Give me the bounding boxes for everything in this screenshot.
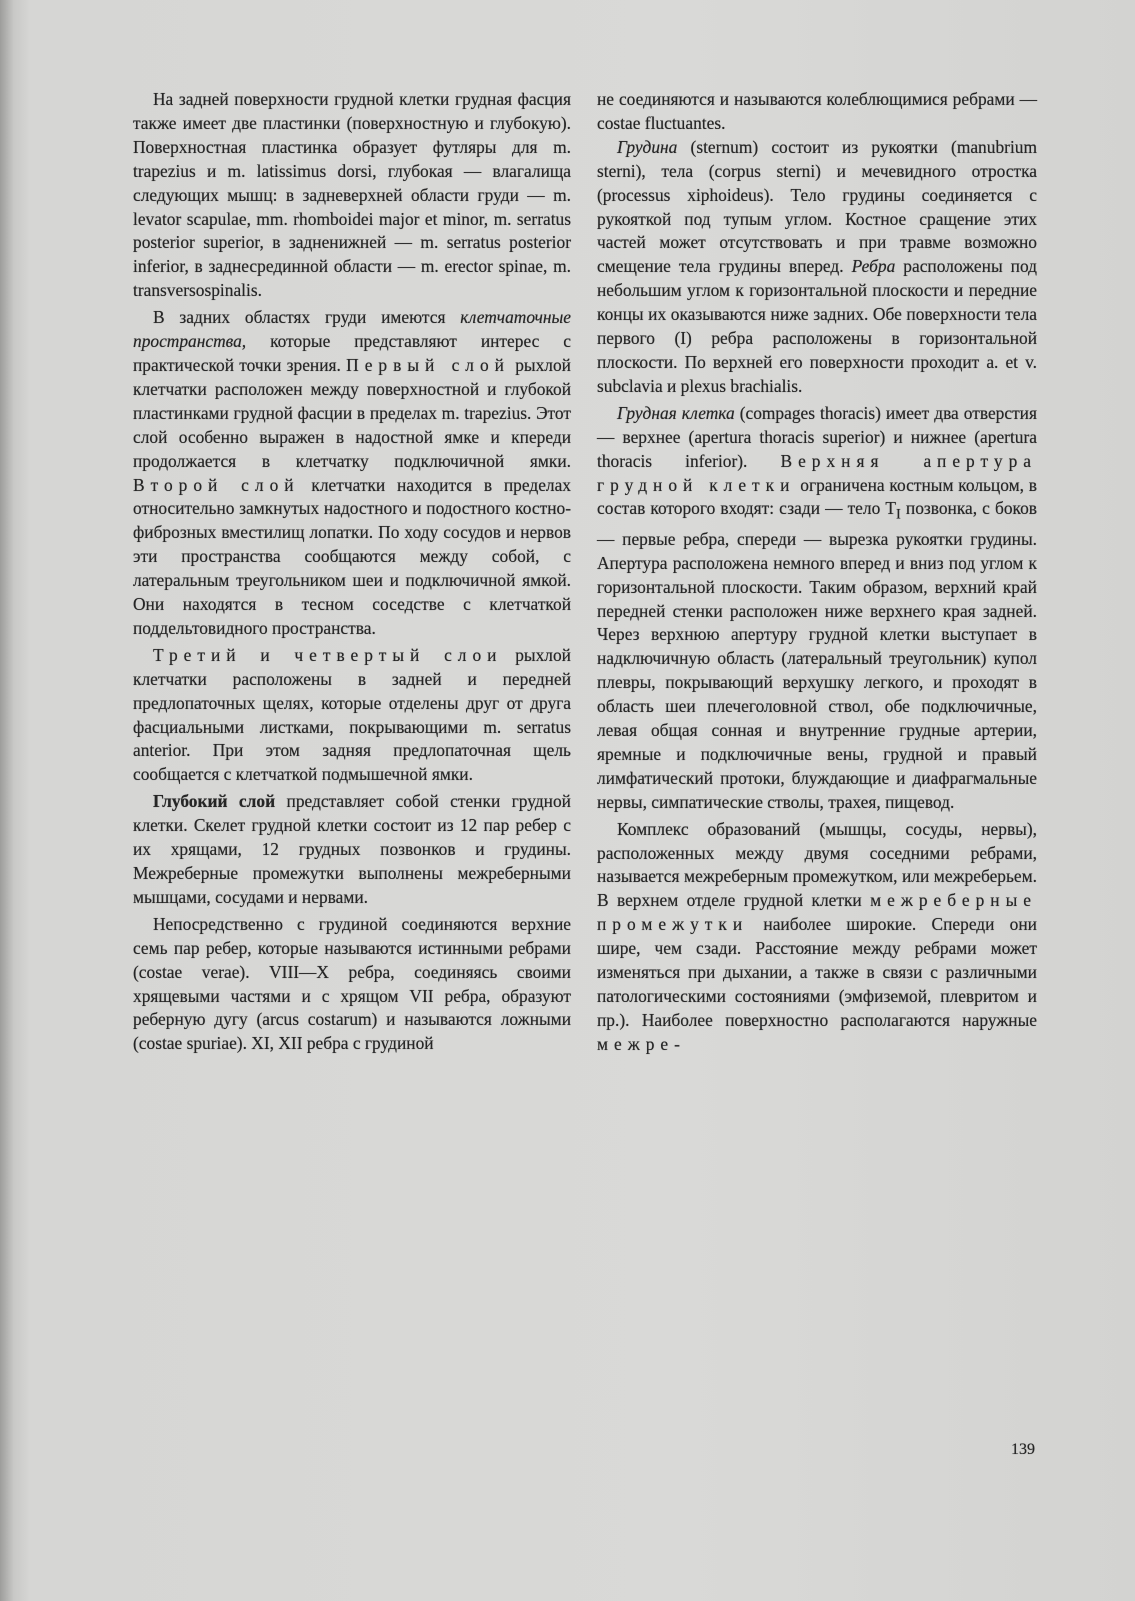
paragraph-floating-ribs: не соединяются и называются колеблющимися ребрами — costae fluctuantes. bbox=[597, 89, 1037, 133]
bold-term: Глубокий слой bbox=[153, 791, 276, 812]
left-text-column bbox=[133, 88, 571, 1056]
text-run: (sternum) состоит из рукоятки (manubrium sterni), тела (corpus sterni) и мечевидного отростка (processus xiphoideus). Тело грудины соединяется с рукояткой под тупым углом. Костное сращение этих частей может отсутствовать и при травме возможно смещение тела грудины вперед. bbox=[597, 136, 1037, 277]
text-run: (compages thoracis) имеет два отверстия — верхнее (apertura thoracis superior) и нижнее (apertura thoracis inferior). bbox=[597, 402, 1037, 471]
text-run: рыхлой клетчатки расположены в задней и передней предлопаточных щелях, которые отделены друг от друга фасциальными листками, покрывающими m. serratus anterior. При этом задняя предлопаточная щель сообщается с клетчаткой подмышечной ямки. bbox=[133, 644, 571, 785]
spaced-term: межре- bbox=[597, 1033, 686, 1054]
text-run: расположены под небольшим углом к горизонтальной плоскости и передние концы их оказываются ниже задних. Обе поверхности тела первого (I) ребра расположены в горизонтальной плоскости. По верхней его поверхности проходит a. et v. subclavia и plexus brachialis. bbox=[597, 256, 1037, 396]
paragraph-thorax bbox=[597, 402, 1037, 815]
right-text-column bbox=[597, 88, 1037, 1057]
text-run: которые представляют интерес с практической точки зрения. bbox=[133, 331, 571, 375]
paragraph-fascia: На задней поверхности грудной клетки грудная фасция также имеет две пластинки (поверхностную и глубокую). Поверхностная пластинка образует футляры для m. trapezius и m. latissimus dorsi, глубокая — влагалища следующих мышц: в задневерхней области груди — m. levator scapulae, mm. rhomboidei major et minor, m. serratus posterior superior, в задненижней — m. serratus posterior inferior, в заднесрединной области — m. erector spinae, m. transversospinalis. bbox=[133, 89, 571, 301]
paragraph-sternum bbox=[597, 136, 1037, 399]
italic-term: Ребра bbox=[851, 256, 896, 277]
text-run: В задних областях груди имеются bbox=[153, 307, 461, 328]
text-run: ограничена костным кольцом, в состав которого входят: сзади — тело T bbox=[597, 474, 1038, 519]
spaced-term: Третий и четвертый слои bbox=[153, 644, 503, 665]
spaced-term: Верхняя апертура грудной клетки bbox=[597, 450, 1038, 495]
text-run: рыхлой клетчатки расположен между поверхностной и глубокой пластинками грудной фасции в пределах m. trapezius. Этот слой особенно выражен в надостной ямке и кпереди продолжается в клетчатку подключичной ямки. bbox=[133, 354, 571, 471]
paragraph-intercostal bbox=[597, 818, 1037, 1057]
spaced-term: Второй слой bbox=[133, 474, 300, 495]
subscript: I bbox=[895, 506, 901, 523]
text-run: представляет собой стенки грудной клетки. Скелет грудной клетки состоит из 12 пар ребер с их хрящами, 12 грудных позвонков и грудины. Межреберные промежутки выполнены межреберными мышцами, сосудами и нервами. bbox=[133, 791, 571, 907]
paragraph-cellular-spaces bbox=[133, 306, 571, 641]
text-run: наиболее широкие. Спереди они шире, чем сзади. Расстояние между ребрами может изменяться при дыхании, а также в связи с различными патологическими состояниями (эмфиземой, плевритом и пр.). Наиболее поверхностно располагаются наружные bbox=[597, 914, 1037, 1030]
paragraph-ribs: Непосредственно с грудиной соединяются верхние семь пар ребер, которые называются истинными ребрами (costae verae). VIII—X ребра, соединяясь своими хрящевыми частями и с хрящом VII ребра, образуют реберную дугу (arcus costarum) и называются ложными (costae spuriae). XI, XII ребра с грудиной bbox=[133, 913, 571, 1054]
text-run: позвонка, с боков — первые ребра, спереди — вырезка рукоятки грудины. Апертура расположена немного вперед и вниз под углом к горизонтальной плоскости. Таким образом, верхний край передней стенки расположен ниже верхнего края задней. Через верхнюю апертуру грудной клетки выступает в надключичную область (латеральный треугольник) купол плевры, покрывающий верхушку легкого, и проходят в область шеи плечеголовной ствол, обе подключичные, левая общая сонная и внутренние грудные артерии, яремные и подключичные вены, грудной и правый лимфатический протоки, блуждающие и диафрагмальные нервы, симпатические стволы, трахея, пищевод. bbox=[597, 498, 1037, 812]
spaced-term: межреберные промежутки bbox=[597, 890, 1037, 935]
text-run: клетчатки находится в пределах относительно замкнутых надостного и подостного костно-фиброзных вместилищ лопатки. По ходу сосудов и нервов эти пространства сообщаются между собой, с латеральным треугольником шеи и подключичной ямкой. Они находятся в тесном соседстве с клетчаткой поддельтовидного пространства. bbox=[133, 474, 572, 638]
text-run: Комплекс образований (мышцы, сосуды, нервы), расположенных между двумя соседними ребрами, называется межреберным промежутком, или межреберьем. В верхнем отделе грудной клетки bbox=[597, 818, 1037, 911]
paragraph-deep-layer bbox=[133, 790, 571, 910]
italic-term: клетчаточные пространства, bbox=[133, 307, 571, 352]
page-number: 139 bbox=[1011, 1441, 1035, 1458]
paragraph-third-fourth-layers bbox=[133, 644, 571, 787]
italic-term: Грудина bbox=[617, 136, 678, 157]
page-binding-edge bbox=[0, 0, 14, 1601]
spaced-term: Первый слой bbox=[346, 354, 510, 375]
italic-term: Грудная клетка bbox=[617, 402, 735, 423]
